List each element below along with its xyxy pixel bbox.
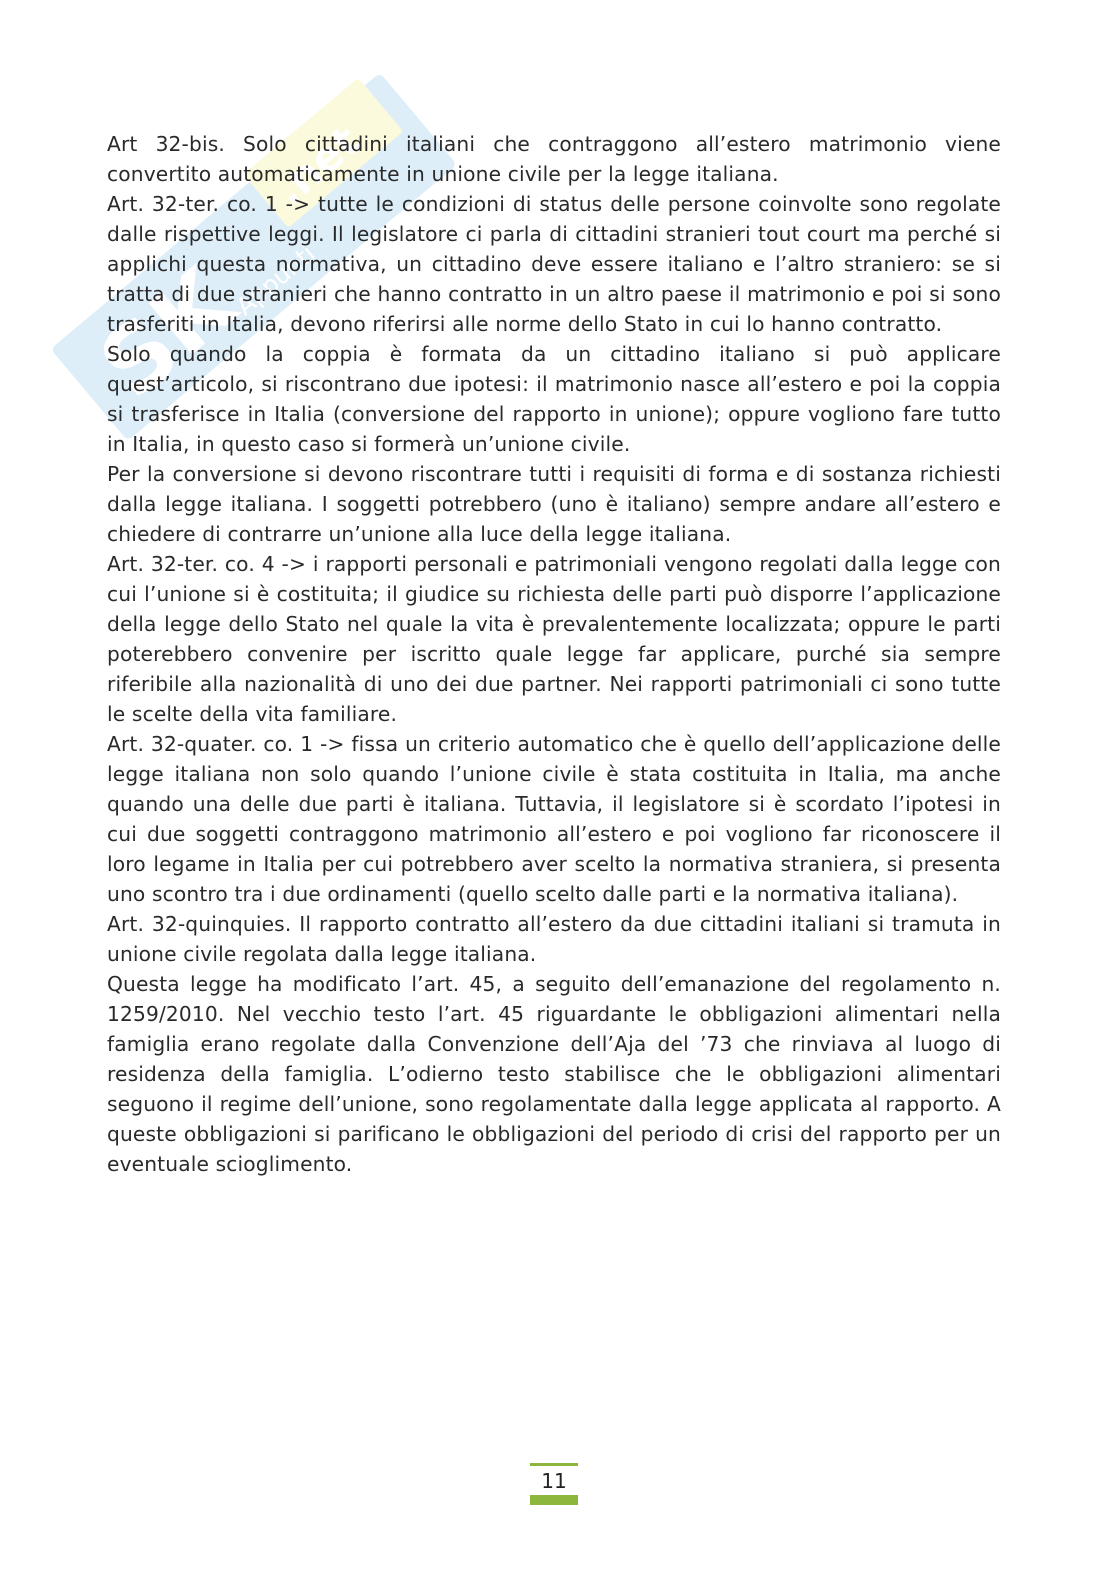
page-number-text: 11: [541, 1469, 567, 1493]
paragraph-art-45: Questa legge ha modificato l’art. 45, a seguito dell’emanazione del regolamento n. 1259/2010. Nel vecchio testo l’art. 45 riguardante le obbligazioni alimentari nella famiglia erano regolate dalla Convenzione dell’Aja del ’73 che rinviava al luogo di residenza della famiglia. L’odierno testo stabilisce che le obbligazioni alimentari seguono il regime dell’unione, sono regolamentate dalla legge applicata al rapporto. A queste obbligazioni si parificano le obbligazioni del periodo di crisi del rapporto per un eventuale scioglimento.: [107, 972, 1001, 1176]
svg-text:.net: .net: [265, 116, 369, 215]
page-number-bottom-bar: [530, 1495, 578, 1505]
paragraph-art-32-ter-co-4: Art. 32-ter. co. 4 -> i rapporti personali e patrimoniali vengono regolati dalla legge con cui l’unione si è costituita; il giudice su richiesta delle parti può disporre l’applicazione della legge dello Stato nel quale la vita è prevalentemente localizzata; oppure le parti poterebbero convenire per iscritto quale legge far applicare, purché sia sempre riferibile alla nazionalità di uno dei due partner. Nei rapporti patrimoniali ci sono tutte le scelte della vita familiare.: [107, 552, 1001, 726]
paragraph-art-32-quater: Art. 32-quater. co. 1 -> fissa un criterio automatico che è quello dell’applicazione delle legge italiana non solo quando l’unione civile è stata costituita in Italia, ma anche quando una delle due parti è italiana. Tuttavia, il legislatore si è scordato l’ipotesi in cui due soggetti contraggono matrimonio all’estero e poi vogliono far riconoscere il loro legame in Italia per cui potrebbero aver scelto la normativa straniera, si presenta uno scontro tra i due ordinamenti (quello scelto dalle parti e la normativa italiana).: [107, 732, 1001, 906]
paragraph-conversione: Per la conversione si devono riscontrare tutti i requisiti di forma e di sostanza richiesti dalla legge italiana. I soggetti potrebbero (uno è italiano) sempre andare all’estero e chiedere di contrarre un’unione alla luce della legge italiana.: [107, 462, 1001, 546]
page-number: [530, 1463, 578, 1505]
paragraph-art-32-quinquies: Art. 32-quinquies. Il rapporto contratto all’estero da due cittadini italiani si tramuta in unione civile regolata dalla legge italiana.: [107, 912, 1001, 966]
page-number-top-bar: [530, 1463, 578, 1466]
paragraph-art-32-ter-co-1: Art. 32-ter. co. 1 -> tutte le condizioni di status delle persone coinvolte sono regolate dalle rispettive leggi. Il legislatore ci parla di cittadini stranieri tout court ma perché si applichi questa normativa, un cittadino deve essere italiano e l’altro straniero: se si tratta di due stranieri che hanno contratto in un altro paese il matrimonio e poi si sono trasferiti in Italia, devono riferirsi alle norme dello Stato in cui lo hanno contratto.: [107, 192, 1001, 336]
paragraph-coppia-cittadino-italiano: Solo quando la coppia è formata da un cittadino italiano si può applicare quest’articolo, si riscontrano due ipotesi: il matrimonio nasce all’estero e poi la coppia si trasferisce in Italia (conversione del rapporto in unione); oppure vogliono fare tutto in Italia, in questo caso si formerà un’unione civile.: [107, 342, 1001, 456]
paragraph-art-32-bis: Art 32-bis. Solo cittadini italiani che contraggono all’estero matrimonio viene convertito automaticamente in unione civile per la legge italiana.: [107, 132, 1001, 186]
svg-text:SK: SK: [79, 248, 255, 420]
svg-text:Appunti: Appunti: [230, 239, 321, 321]
document-body: [107, 129, 1001, 1179]
